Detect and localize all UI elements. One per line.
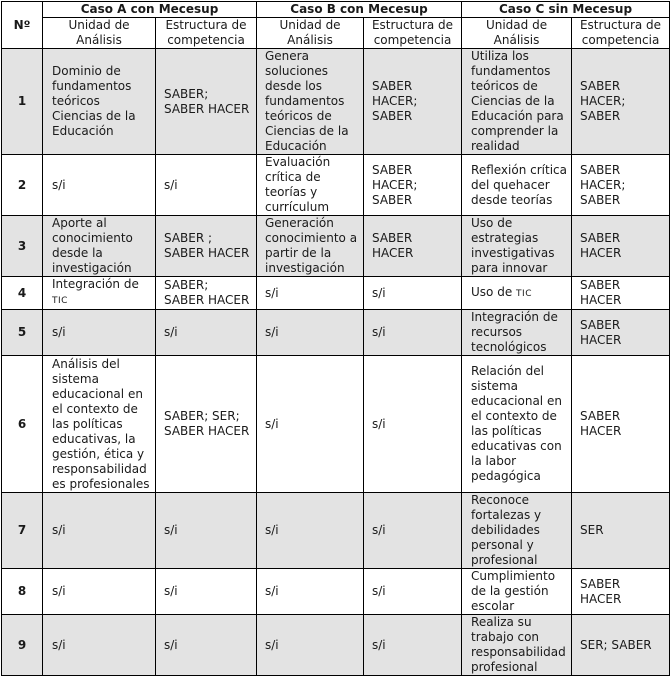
case-a-competence-header: Estructura de competencia (156, 18, 257, 49)
case-c-competence-cell: SER (572, 493, 670, 569)
case-b-competence-cell: SABER HACER; SABER (364, 155, 462, 216)
case-a-unit-cell (43, 277, 156, 310)
case-c-header: Caso C sin Mecesup (462, 2, 670, 18)
case-a-unit-cell: s/i (43, 569, 156, 615)
case-a-competence-cell: SABER ; SABER HACER (156, 216, 257, 277)
case-a-competence-cell: s/i (156, 310, 257, 356)
case-b-unit-cell: Evaluación crítica de teorías y currículum (257, 155, 364, 216)
case-c-unit-cell: Cumplimiento de la gestión escolar (462, 569, 572, 615)
case-c-unit-cell: Integración de recursos tecnológicos (462, 310, 572, 356)
tic-abbreviation: TIC (52, 296, 68, 306)
table-row (2, 615, 670, 676)
case-c-competence-cell: SER; SABER (572, 615, 670, 676)
case-c-unit-cell: Relación del sistema educacional en el contexto de las políticas educativas con la labor pedagógica (462, 356, 572, 493)
case-c-unit-cell: Realiza su trabajo con responsabilidad profesional (462, 615, 572, 676)
case-a-competence-cell: s/i (156, 155, 257, 216)
case-b-unit-cell: s/i (257, 277, 364, 310)
table-row (2, 356, 670, 493)
case-b-unit-header: Unidad de Análisis (257, 18, 364, 49)
row-number: 8 (2, 569, 43, 615)
table-row (2, 493, 670, 569)
row-number: 4 (2, 277, 43, 310)
case-b-competence-cell: SABER HACER (364, 216, 462, 277)
case-b-header: Caso B con Mecesup (257, 2, 462, 18)
case-c-unit-cell: Reflexión crítica del quehacer desde teorías (462, 155, 572, 216)
case-c-unit-text: Uso de (471, 284, 513, 299)
case-a-unit-cell: s/i (43, 310, 156, 356)
case-c-competence-cell: SABER HACER (572, 277, 670, 310)
case-b-competence-cell: s/i (364, 569, 462, 615)
case-header-row (2, 2, 670, 18)
case-a-competence-cell: s/i (156, 493, 257, 569)
case-c-competence-cell: SABER HACER (572, 216, 670, 277)
case-c-unit-cell: Uso de estrategias investigativas para innovar (462, 216, 572, 277)
case-c-competence-cell: SABER HACER (572, 310, 670, 356)
case-a-unit-cell: Dominio de fundamentos teóricos Ciencias de la Educación (43, 49, 156, 155)
case-c-unit-cell: Utiliza los fundamentos teóricos de Ciencias de la Educación para comprender la realidad (462, 49, 572, 155)
row-number: 1 (2, 49, 43, 155)
competence-comparison-table (1, 1, 670, 676)
case-a-competence-cell: SABER; SABER HACER (156, 49, 257, 155)
case-a-unit-cell: Análisis del sistema educacional en el contexto de las políticas educativas, la gestión, ética y responsabilidad es profesionales (43, 356, 156, 493)
case-b-unit-cell: s/i (257, 569, 364, 615)
table-row (2, 569, 670, 615)
case-b-competence-cell: s/i (364, 310, 462, 356)
table-row (2, 310, 670, 356)
row-number: 7 (2, 493, 43, 569)
case-a-unit-cell: Aporte al conocimiento desde la investigación (43, 216, 156, 277)
row-number: 2 (2, 155, 43, 216)
case-b-unit-cell: s/i (257, 310, 364, 356)
row-number: 9 (2, 615, 43, 676)
case-c-competence-header: Estructura de competencia (572, 18, 670, 49)
case-c-unit-cell (462, 277, 572, 310)
case-b-unit-cell: Genera soluciones desde los fundamentos teóricos de Ciencias de la Educación (257, 49, 364, 155)
case-a-unit-cell: s/i (43, 493, 156, 569)
row-number: 6 (2, 356, 43, 493)
case-b-competence-cell: s/i (364, 277, 462, 310)
row-number: 5 (2, 310, 43, 356)
tic-abbreviation: TIC (516, 288, 532, 299)
table-row (2, 49, 670, 155)
case-b-unit-cell: s/i (257, 615, 364, 676)
case-a-unit-cell: s/i (43, 155, 156, 216)
case-a-header: Caso A con Mecesup (43, 2, 257, 18)
case-b-unit-cell: s/i (257, 356, 364, 493)
case-c-competence-cell: SABER HACER; SABER (572, 49, 670, 155)
row-number: 3 (2, 216, 43, 277)
case-b-competence-cell: s/i (364, 615, 462, 676)
sub-header-row (2, 18, 670, 49)
case-c-competence-cell: SABER HACER; SABER (572, 155, 670, 216)
table-row (2, 277, 670, 310)
case-c-unit-cell: Reconoce fortalezas y debilidades personal y profesional (462, 493, 572, 569)
case-b-unit-cell: s/i (257, 493, 364, 569)
case-c-competence-cell: SABER HACER (572, 569, 670, 615)
number-header: Nº (2, 2, 43, 49)
table-row (2, 216, 670, 277)
table-row (2, 155, 670, 216)
case-b-competence-cell: s/i (364, 493, 462, 569)
case-a-unit-header: Unidad de Análisis (43, 18, 156, 49)
case-a-competence-cell: s/i (156, 615, 257, 676)
case-b-unit-cell: Generación conocimiento a partir de la investigación (257, 216, 364, 277)
case-a-competence-cell: s/i (156, 569, 257, 615)
case-a-competence-cell: SABER; SER; SABER HACER (156, 356, 257, 493)
case-b-competence-header: Estructura de competencia (364, 18, 462, 49)
case-b-competence-cell: SABER HACER; SABER (364, 49, 462, 155)
case-a-competence-cell: SABER; SABER HACER (156, 277, 257, 310)
case-c-competence-cell: SABER HACER (572, 356, 670, 493)
case-c-unit-header: Unidad de Análisis (462, 18, 572, 49)
case-a-unit-cell: s/i (43, 615, 156, 676)
case-b-competence-cell: s/i (364, 356, 462, 493)
case-a-unit-text: Integración de (52, 277, 139, 291)
